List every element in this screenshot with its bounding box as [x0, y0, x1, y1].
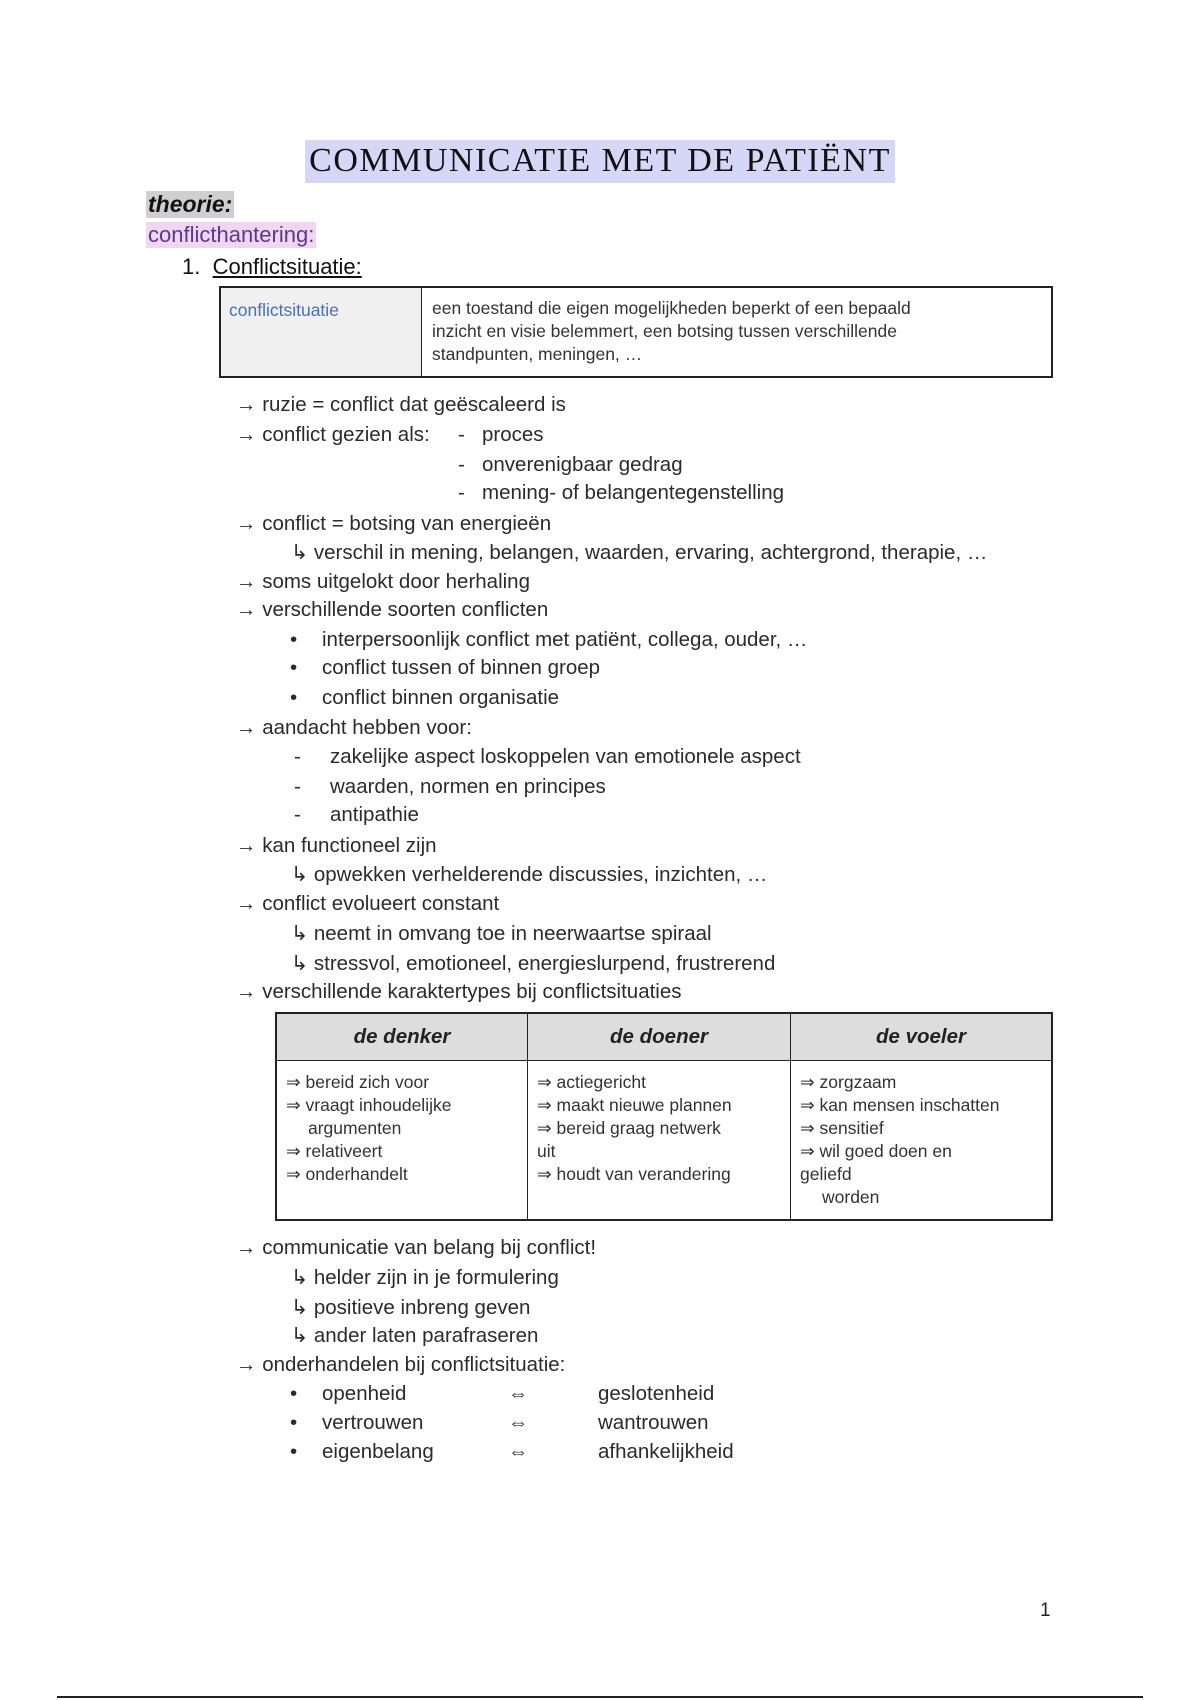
definition-line: inzicht en visie belemmert, een botsing tussen verschillende	[432, 321, 897, 341]
list-item: conflict binnen organisatie	[322, 686, 560, 709]
table-cell-line: ⇒ zorgzaam	[800, 1072, 897, 1092]
definition-line: een toestand die eigen mogelijkheden beperkt of een bepaald	[432, 298, 911, 318]
note-line: → communicatie van belang bij conflict!	[236, 1236, 597, 1259]
table-cell-doener	[528, 1061, 791, 1219]
bullet-dot: •	[290, 656, 298, 679]
table-cell-line: ⇒ actiegericht	[537, 1072, 647, 1092]
list-item: onverenigbaar gedrag	[482, 453, 683, 476]
note-line: → onderhandelen bij conflictsituatie:	[236, 1353, 566, 1376]
definition-line: standpunten, meningen, …	[432, 344, 643, 364]
negotiation-left: eigenbelang	[322, 1440, 434, 1463]
note-line: → aandacht hebben voor:	[236, 716, 472, 739]
note-line: → conflict gezien als:	[236, 423, 430, 446]
table-cell-line: ⇒ vraagt inhoudelijke	[286, 1095, 452, 1115]
sub-note: ↳ verschil in mening, belangen, waarden, ervaring, achtergrond, therapie, …	[291, 541, 988, 564]
table-header: de denker	[277, 1014, 528, 1061]
page-number: 1	[1040, 1600, 1051, 1621]
list-item: antipathie	[330, 803, 419, 826]
list-item: interpersoonlijk conflict met patiënt, collega, ouder, …	[322, 628, 808, 651]
dash-bullet: -	[458, 453, 465, 476]
double-arrow-icon: ⇔	[508, 1440, 529, 1463]
table-cell-line: ⇒ wil goed doen en	[800, 1141, 952, 1161]
sub-note: ↳ stressvol, emotioneel, energieslurpend, frustrerend	[291, 952, 776, 975]
heading-number: 1.	[182, 254, 201, 279]
table-cell-line: ⇒ relativeert	[286, 1141, 383, 1161]
sub-note: ↳ ander laten parafraseren	[291, 1324, 539, 1347]
note-line: → verschillende soorten conflicten	[236, 598, 549, 621]
sub-note: ↳ neemt in omvang toe in neerwaartse spiraal	[291, 922, 712, 945]
note-line: → verschillende karaktertypes bij conflictsituaties	[236, 980, 682, 1003]
list-item: proces	[482, 423, 544, 446]
bullet-dot: •	[290, 686, 298, 709]
table-cell-voeler	[791, 1061, 1051, 1219]
table-cell-line: ⇒ sensitief	[800, 1118, 884, 1138]
table-cell-line: ⇒ onderhandelt	[286, 1164, 408, 1184]
dash-bullet: -	[294, 803, 301, 826]
table-header: de voeler	[791, 1014, 1051, 1061]
list-item: waarden, normen en principes	[330, 775, 606, 798]
table-cell-line: uit	[537, 1141, 556, 1161]
definition-text	[422, 288, 1051, 376]
sub-note: ↳ opwekken verhelderende discussies, inzichten, …	[291, 863, 768, 886]
sub-note: ↳ helder zijn in je formulering	[291, 1266, 559, 1289]
footer-divider	[57, 1696, 1143, 1698]
double-arrow-icon: ⇔	[508, 1411, 529, 1434]
table-cell-line: ⇒ bereid graag netwerk	[537, 1118, 721, 1138]
negotiation-right: geslotenheid	[598, 1382, 715, 1405]
bullet-dot: •	[290, 1440, 298, 1463]
character-types-table	[275, 1012, 1053, 1221]
definition-term: conflictsituatie	[221, 288, 422, 376]
dash-bullet: -	[294, 775, 301, 798]
bullet-dot: •	[290, 1382, 298, 1405]
negotiation-left: vertrouwen	[322, 1411, 424, 1434]
list-item: conflict tussen of binnen groep	[322, 656, 601, 679]
heading-text: Conflictsituatie:	[212, 254, 362, 279]
table-cell-line: ⇒ kan mensen inschatten	[800, 1095, 1000, 1115]
subsection-label: conflicthantering:	[148, 222, 315, 247]
note-line: → conflict evolueert constant	[236, 892, 500, 915]
negotiation-right: afhankelijkheid	[598, 1440, 734, 1463]
bullet-dot: •	[290, 628, 298, 651]
section-heading	[182, 254, 362, 280]
list-item: mening- of belangentegenstelling	[482, 481, 785, 504]
list-item: zakelijke aspect loskoppelen van emotionele aspect	[330, 745, 801, 768]
double-arrow-icon: ⇔	[508, 1382, 529, 1405]
dash-bullet: -	[458, 423, 465, 446]
table-cell-denker	[277, 1061, 528, 1219]
table-cell-line: ⇒ bereid zich voor	[286, 1072, 430, 1092]
note-line: → conflict = botsing van energieën	[236, 512, 552, 535]
section-label: theorie:	[148, 191, 233, 217]
table-cell-line: geliefd	[800, 1164, 852, 1184]
sub-note: ↳ positieve inbreng geven	[291, 1296, 531, 1319]
table-cell-line: ⇒ houdt van verandering	[537, 1164, 731, 1184]
negotiation-right: wantrouwen	[598, 1411, 709, 1434]
note-line: → soms uitgelokt door herhaling	[236, 570, 530, 593]
table-cell-line: argumenten	[308, 1118, 402, 1138]
note-line: → ruzie = conflict dat geëscaleerd is	[236, 393, 566, 416]
table-cell-line: worden	[822, 1187, 880, 1207]
dash-bullet: -	[294, 745, 301, 768]
definition-box	[219, 286, 1053, 378]
page-title: COMMUNICATIE MET DE PATIËNT	[0, 142, 1200, 180]
dash-bullet: -	[458, 481, 465, 504]
table-cell-line: ⇒ maakt nieuwe plannen	[537, 1095, 732, 1115]
negotiation-left: openheid	[322, 1382, 407, 1405]
note-line: → kan functioneel zijn	[236, 834, 437, 857]
table-header: de doener	[528, 1014, 791, 1061]
bullet-dot: •	[290, 1411, 298, 1434]
